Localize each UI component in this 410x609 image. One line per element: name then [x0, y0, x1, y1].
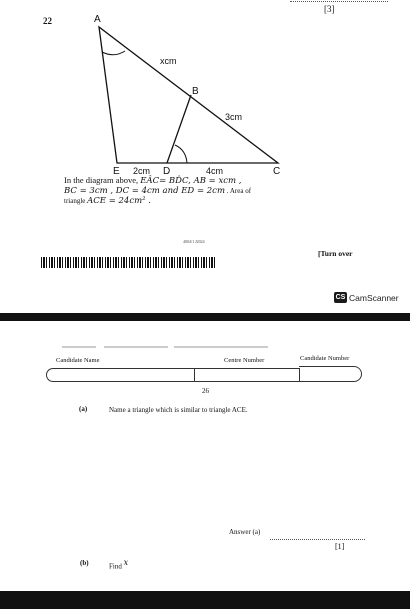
part-b-question: Find x [109, 558, 129, 571]
angle-arc-a [102, 51, 125, 55]
answer-a-line[interactable] [270, 539, 365, 540]
question-number: 22 [43, 16, 52, 26]
marks-top: [3] [324, 4, 335, 14]
point-c-label: C [273, 166, 281, 177]
camscanner-logo [334, 292, 399, 303]
centre-number-label: Centre Number [224, 357, 265, 364]
point-d-label: D [163, 166, 171, 177]
triangle-diagram [0, 0, 410, 200]
point-b-label: B [192, 86, 199, 97]
bottom-dark-bar [0, 591, 410, 609]
turn-over: [Turn over [318, 249, 353, 258]
page-separator [0, 313, 410, 321]
faint-header-lines [0, 321, 410, 351]
camscanner-icon: CS [335, 294, 346, 301]
barcode [41, 257, 215, 268]
answer-a-label: Answer (a) [229, 528, 261, 536]
part-a-label: (a) [79, 405, 88, 413]
candidate-name-field[interactable] [46, 368, 194, 382]
candidate-number-label: Candidate Number [300, 355, 350, 362]
description-line-2: BC = 3cm , DC = 4cm and ED = 2cm . Area of [64, 186, 252, 196]
measure-dc: 4cm [206, 166, 224, 176]
description-line-3: triangle ACE = 24cm² . [64, 196, 151, 206]
camscanner-name: CamScanner [349, 292, 399, 303]
point-e-label: E [113, 166, 120, 177]
description-line-1: In the diagram above, EÂC= BD̂C, AB = xcm , [64, 175, 242, 186]
measure-bc: 3cm [225, 112, 243, 122]
part-b-label: (b) [80, 559, 89, 567]
scanned-page-bottom [0, 321, 410, 591]
candidate-number-field[interactable] [299, 366, 362, 382]
triangle-ace [99, 27, 278, 163]
point-a-label: A [94, 14, 101, 25]
page-number: 26 [202, 387, 209, 395]
measure-ed: 2cm [133, 166, 151, 176]
candidate-name-label: Candidate Name [56, 357, 100, 364]
angle-arc-d [175, 145, 187, 163]
centre-number-field[interactable] [194, 368, 300, 382]
part-a-question: Name a triangle which is similar to triangle ACE. [109, 406, 248, 414]
paper-code: 4004/1 J2024 [183, 239, 205, 244]
segment-bd [167, 95, 191, 163]
marks-a: [1] [335, 542, 345, 551]
measure-ab: xcm [160, 56, 177, 66]
question-description [64, 176, 314, 206]
